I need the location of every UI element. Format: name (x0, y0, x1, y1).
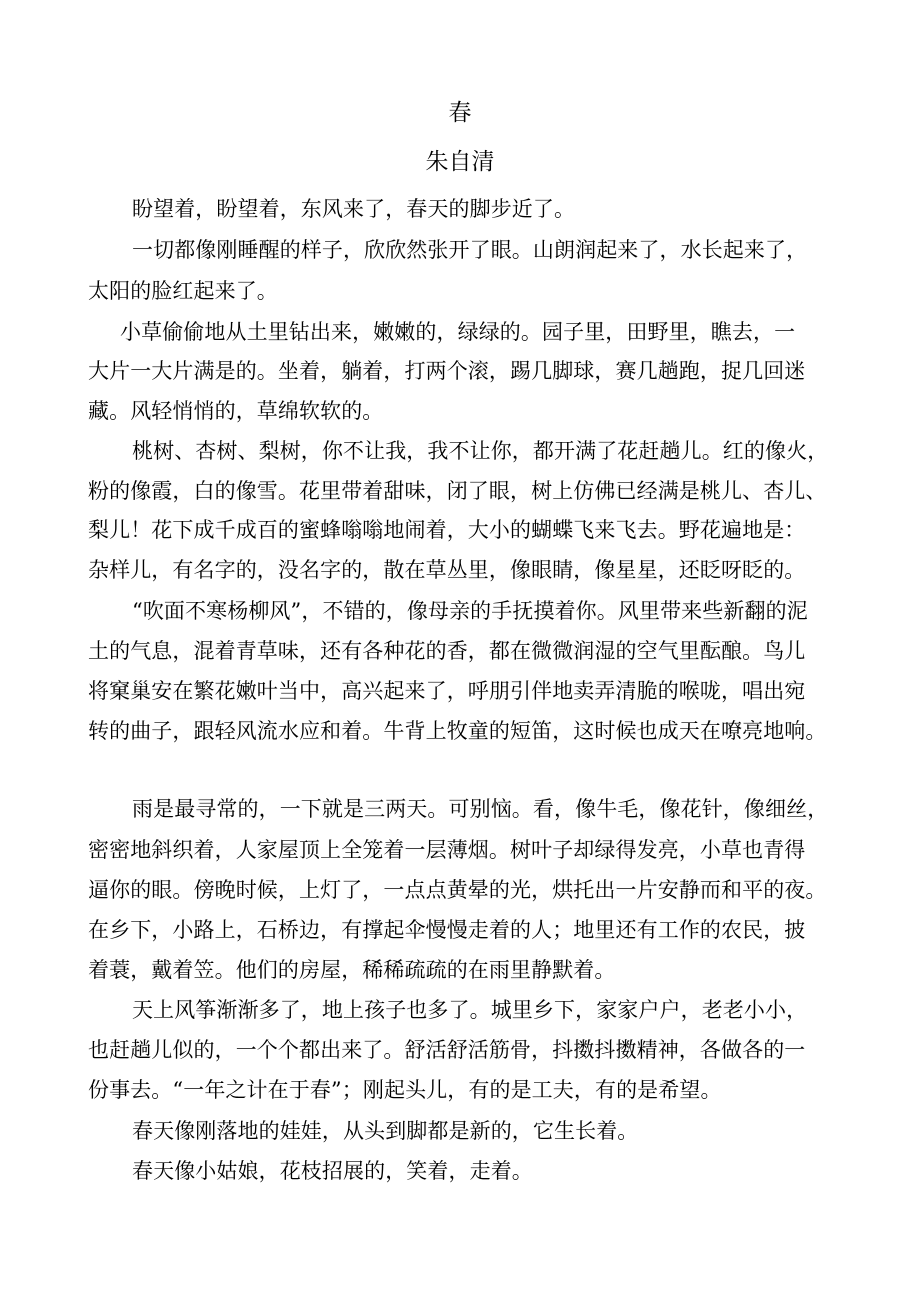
document-author: 朱自清 (425, 149, 495, 175)
document-title: 春 (448, 100, 472, 126)
text-line: 杂样儿，有名字的，没名字的，散在草丛里，像眼睛，像星星，还眨呀眨的。 (88, 558, 806, 582)
text-line: 桃树、杏树、梨树，你不让我，我不让你，都开满了花赶趟儿。红的像火， (132, 439, 829, 463)
text-line: 在乡下，小路上，石桥边，有撑起伞慢慢走着的人；地里还有工作的农民，披 (88, 918, 806, 942)
text-line: “吹面不寒杨柳风”，不错的，像母亲的手抚摸着你。风里带来些新翻的泥 (132, 599, 808, 623)
text-line: 粉的像霞，白的像雪。花里带着甜味，闭了眼，树上仿佛已经满是桃儿、杏儿、 (88, 479, 827, 503)
text-line: 将窠巢安在繁花嫩叶当中，高兴起来了，呼朋引伴地卖弄清脆的喉咙，唱出宛 (88, 679, 806, 703)
text-line: 藏。风轻悄悄的，草绵软软的。 (88, 399, 384, 423)
text-line: 份事去。“一年之计在于春”；刚起头儿，有的是工夫，有的是希望。 (88, 1078, 722, 1102)
text-line: 着蓑，戴着笠。他们的房屋，稀稀疏疏的在雨里静默着。 (88, 958, 616, 982)
text-line: 小草偷偷地从土里钻出来，嫩嫩的，绿绿的。园子里，田野里，瞧去，一 (120, 320, 796, 344)
text-line: 转的曲子，跟轻风流水应和着。牛背上牧童的短笛，这时候也成天在嘹亮地响。 (88, 719, 827, 743)
text-line: 一切都像刚睡醒的样子，欣欣然张开了眼。山朗润起来了，水长起来了， (132, 238, 808, 262)
text-line: 密密地斜织着，人家屋顶上全笼着一层薄烟。树叶子却绿得发亮，小草也青得 (88, 838, 806, 862)
text-line: 梨儿！花下成千成百的蜜蜂嗡嗡地闹着，大小的蝴蝶飞来飞去。野花遍地是： (88, 518, 806, 542)
text-line: 土的气息，混着青草味，还有各种花的香，都在微微润湿的空气里酝酿。鸟儿 (88, 639, 806, 663)
text-line: 春天像小姑娘，花枝招展的，笑着，走着。 (132, 1159, 533, 1183)
text-line: 春天像刚落地的娃娃，从头到脚都是新的，它生长着。 (132, 1119, 639, 1143)
text-line: 也赶趟儿似的，一个个都出来了。舒活舒活筋骨，抖擞抖擞精神，各做各的一 (88, 1038, 806, 1062)
text-line: 大片一大片满是的。坐着，躺着，打两个滚，踢几脚球，赛几趟跑，捉几回迷 (88, 359, 806, 383)
text-line: 逼你的眼。傍晚时候，上灯了，一点点黄晕的光，烘托出一片安静而和平的夜。 (88, 878, 827, 902)
text-line: 盼望着，盼望着，东风来了，春天的脚步近了。 (132, 197, 576, 221)
text-line: 天上风筝渐渐多了，地上孩子也多了。城里乡下，家家户户，老老小小， (132, 998, 808, 1022)
text-line: 太阳的脸红起来了。 (88, 279, 278, 303)
text-line: 雨是最寻常的，一下就是三两天。可别恼。看，像牛毛，像花针，像细丝， (132, 797, 829, 821)
